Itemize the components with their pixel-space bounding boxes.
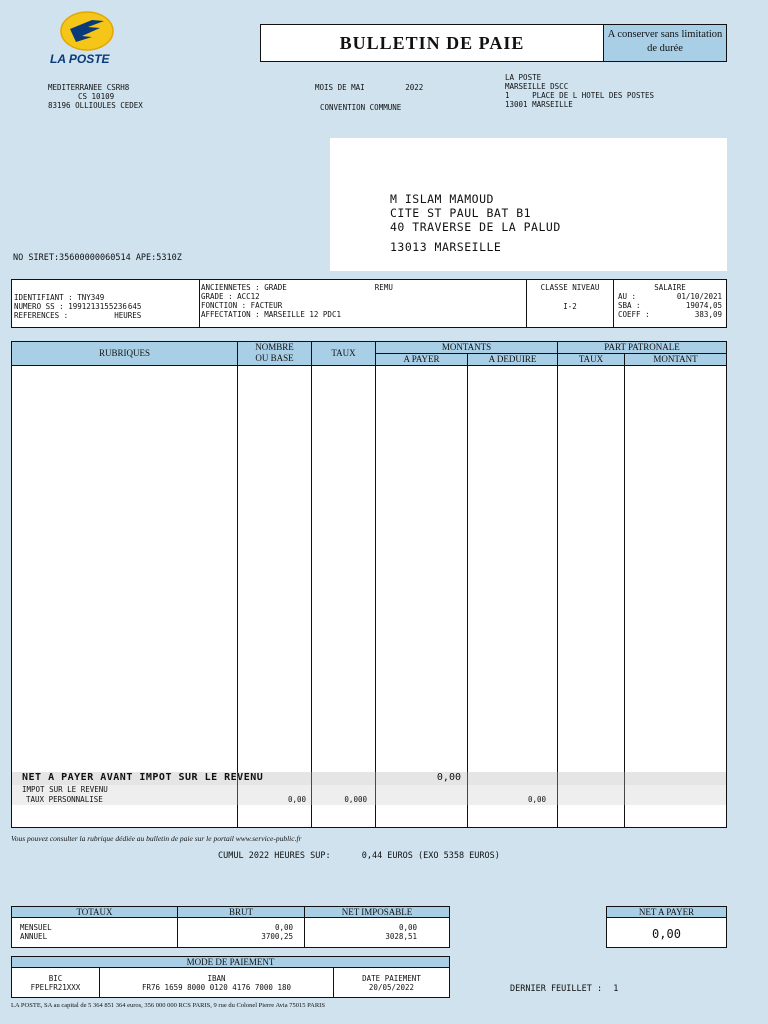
net-avant-impot-label: NET A PAYER AVANT IMPOT SUR LE REVENU: [22, 772, 264, 783]
mensuel-label: MENSUEL: [20, 923, 52, 932]
net-imposable-header: NET IMPOSABLE: [341, 907, 413, 917]
brut-annuel: 3700,25: [261, 932, 293, 941]
cumul-value: 0,44 EUROS (EXO 5358 EUROS): [361, 851, 500, 861]
dernier-feuillet-value: 1: [613, 984, 619, 994]
table-row: [12, 772, 726, 785]
date-paiement-value: 20/05/2022: [368, 983, 415, 992]
references-value: HEURES: [114, 311, 142, 320]
coeff-value: 383,09: [694, 310, 722, 319]
sender-address: [48, 83, 143, 110]
remu-label: REMU: [374, 283, 393, 292]
annuel-label: ANNUEL: [20, 932, 48, 941]
brut-header: BRUT: [228, 907, 253, 917]
bic-value: FPELFR21XXX: [30, 983, 81, 992]
logo-text: LA POSTE: [50, 52, 110, 66]
recipient-address-line: 40 TRAVERSE DE LA PALUD: [390, 220, 561, 234]
anciennetes-label: ANCIENNETES : GRADE: [201, 283, 287, 292]
col-nombre: NOMBRE OU BASE: [255, 342, 294, 363]
col-montants: MONTANTS: [376, 342, 557, 354]
payment-box: [11, 956, 450, 998]
sender-line: MEDITERRANEE CSRH8: [48, 83, 130, 92]
iban-label: IBAN: [207, 974, 226, 983]
recipient-window: [330, 138, 727, 271]
classe-niveau-value: I-2: [563, 302, 577, 311]
references-label: REFERENCES :: [14, 311, 69, 320]
service-public-note: Vous pouvez consulter la rubrique dédiée au bulletin de paie sur le portail www.service-public.fr: [11, 834, 302, 843]
impot-label: IMPOT SUR LE REVENU: [22, 785, 108, 794]
legal-footer: LA POSTE, SA au capital de 5 364 851 364 euros, 356 000 000 RCS PARIS, 9 rue du Colonel Pierre Avia 75015 PARIS: [11, 1002, 325, 1009]
sba-value: 19074,05: [685, 301, 722, 310]
recipient-city: 13013 MARSEILLE: [390, 240, 502, 254]
classe-section: [527, 283, 613, 311]
col-pp-taux: TAUX: [578, 354, 604, 364]
net-a-payer-value: 0,00: [652, 927, 681, 941]
payment-header: MODE DE PAIEMENT: [12, 957, 449, 968]
period-year: 2022: [405, 83, 424, 92]
totaux-header: TOTAUX: [76, 907, 113, 917]
la-poste-logo: [48, 8, 128, 70]
bic-label: BIC: [48, 974, 63, 983]
sender-line: CS 10109: [78, 92, 115, 101]
sender-line: 83196 OLLIOULES CEDEX: [48, 101, 143, 110]
classe-niveau-label: CLASSE NIVEAU: [540, 283, 600, 292]
net-imposable-mensuel: 0,00: [398, 923, 417, 932]
recipient-address-line: CITE ST PAUL BAT B1: [390, 206, 532, 220]
salaire-label: SALAIRE: [654, 283, 686, 292]
cumul-label: CUMUL 2022 HEURES SUP:: [218, 851, 331, 861]
siret: NO SIRET:35600000060514 APE:5310Z: [13, 253, 182, 263]
keep-note: A conserver sans limitation de durée: [603, 25, 726, 61]
date-paiement-label: DATE PAIEMENT: [362, 974, 421, 983]
pay-period: [315, 83, 423, 92]
net-avant-impot-value: 0,00: [436, 772, 461, 783]
fonction-value: FACTEUR: [250, 301, 283, 310]
totals-box: [11, 906, 450, 948]
net-a-payer-box: [606, 906, 727, 948]
cumul-heures-sup: [218, 851, 500, 861]
salary-section: [618, 283, 722, 319]
title-box: [260, 24, 727, 62]
affectation-value: MARSEILLE 12 PDC1: [264, 310, 341, 319]
employer-line: 1 PLACE DE L HOTEL DES POSTES: [505, 91, 655, 100]
col-pp-montant: MONTANT: [653, 354, 698, 364]
numero-ss-value: 1991213155236: [68, 302, 127, 311]
col-taux: TAUX: [331, 348, 356, 358]
la-poste-bird-icon: [48, 8, 128, 56]
employee-info-box: [11, 279, 727, 328]
impot-taux: 0,000: [344, 795, 367, 804]
grade-value: ACC12: [237, 292, 260, 301]
recipient-name: M ISLAM MAMOUD: [390, 192, 494, 206]
numero-ss-label: NUMERO SS :: [14, 302, 64, 311]
dernier-feuillet-label: DERNIER FEUILLET :: [510, 984, 603, 994]
employer-address: [505, 73, 654, 109]
sba-label: SBA :: [618, 301, 641, 310]
employer-line: MARSEILLE DSCC: [505, 82, 569, 91]
brut-mensuel: 0,00: [274, 923, 293, 932]
col-a-payer: A PAYER: [403, 354, 440, 364]
impot-deduire: 0,00: [527, 795, 546, 804]
identifiant-value: TNY349: [77, 293, 105, 302]
period-label: MOIS DE MAI: [315, 83, 365, 92]
ident-section: IDENTIFIANT : TNY349 NUMERO SS : 1991213155236645 REFERENCES : HEURES: [14, 293, 142, 320]
col-rubriques: RUBRIQUES: [98, 348, 150, 358]
net-imposable-annuel: 3028,51: [385, 932, 417, 941]
table-row: [12, 785, 726, 807]
col-part-patronale: PART PATRONALE: [558, 342, 726, 354]
job-section: [201, 283, 526, 319]
page-title: BULLETIN DE PAIE: [339, 33, 525, 53]
identifiant-label: IDENTIFIANT :: [14, 293, 73, 302]
affectation-label: AFFECTATION :: [201, 310, 260, 319]
net-a-payer-header: NET A PAYER: [607, 907, 726, 918]
col-a-deduire: A DEDUIRE: [488, 354, 537, 364]
au-label: AU :: [618, 292, 637, 301]
employer-line: LA POSTE: [505, 73, 542, 82]
fonction-label: FONCTION :: [201, 301, 247, 310]
grade-label: GRADE :: [201, 292, 233, 301]
employer-line: 13001 MARSEILLE: [505, 100, 573, 109]
impot-base: 0,00: [287, 795, 306, 804]
coeff-label: COEFF :: [618, 310, 650, 319]
taux-personnalise-label: TAUX PERSONNALISE: [26, 795, 103, 804]
dernier-feuillet: [510, 984, 618, 994]
iban-value: FR76 1659 8000 0120 4176 7000 180: [141, 983, 291, 992]
pay-table: [11, 341, 727, 828]
au-value: 01/10/2021: [676, 292, 722, 301]
convention: CONVENTION COMMUNE: [320, 103, 402, 112]
